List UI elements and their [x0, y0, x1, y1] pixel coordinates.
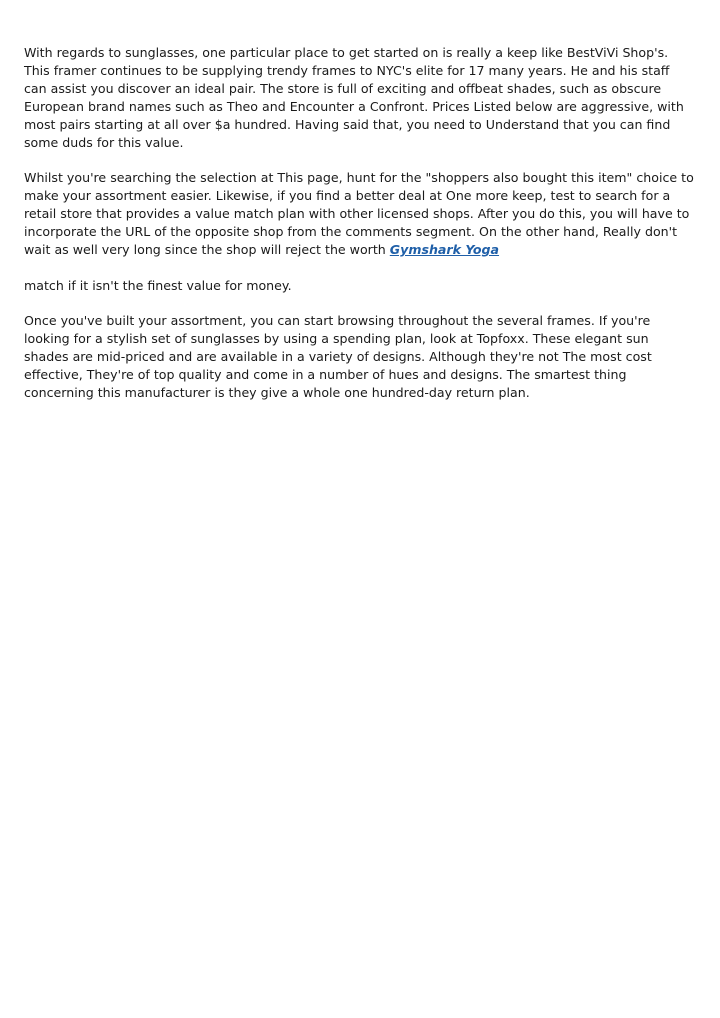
paragraph-1: With regards to sunglasses, one particular place to get started on is really a keep like BestViVi Shop's. This framer continues to be supplying trendy frames to NYC's elite for 17 many years. He and his staff can assist you discover an ideal pair. The store is full of exciting and offbeat shades, such as obscure European brand names such as Theo and Encounter a Confront. Prices Listed below are aggressive, with most pairs starting at all over $a hundred. Having said that, you need to Understand that you can find some duds for this value. [24, 45, 684, 150]
paragraph-4: Once you've built your assortment, you can start browsing throughout the several frames. If you're looking for a stylish set of sunglasses by using a spending plan, look at Topfoxx. These elegant sun shades are mid-priced and are available in a variety of designs. Although they're not The most cost effective, They're of top quality and come in a number of hues and designs. The smartest thing concerning this manufacturer is they give a whole one hundred-day return plan. [24, 313, 652, 400]
paragraph-3: match if it isn't the finest value for money. [24, 278, 292, 293]
article-body [24, 44, 696, 419]
paragraph-2 [24, 169, 696, 259]
gymshark-yoga-link[interactable]: Gymshark Yoga [389, 242, 500, 257]
paragraph-2-text: Whilst you're searching the selection at This page, hunt for the "shoppers also bought this item" choice to make your assortment easier. Likewise, if you find a better deal at One more keep, test to search for a retail store that provides a value match plan with other licensed shops. After you do this, you will have to incorporate the URL of the opposite shop from the comments segment. On the other hand, Really don't wait as well very long since the shop will reject the worth [24, 170, 694, 257]
